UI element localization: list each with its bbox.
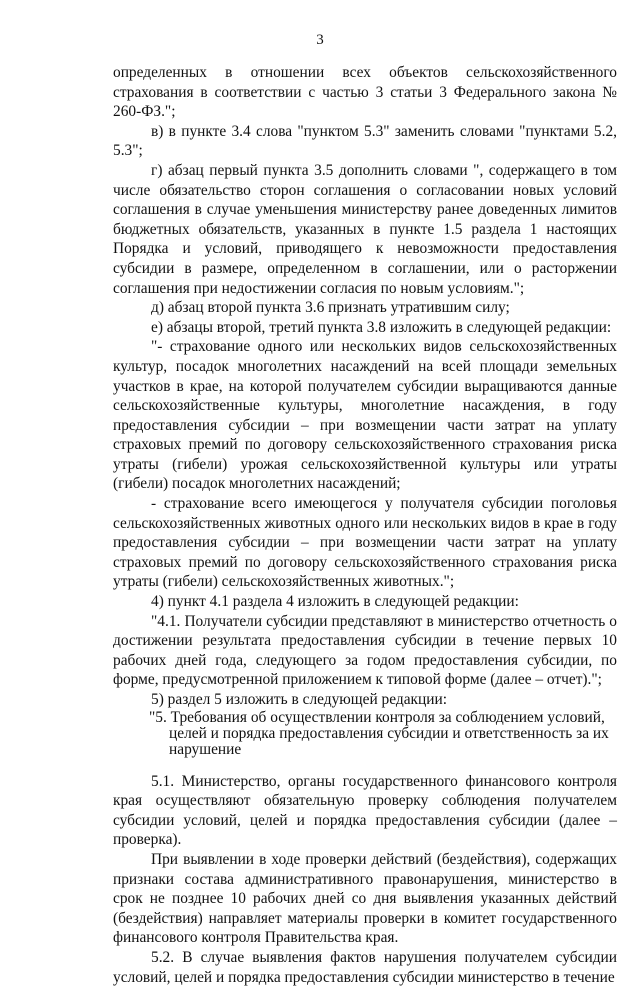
paragraph: 5) раздел 5 изложить в следующей редакции: [151, 691, 447, 708]
paragraph: 5.1. Министерство, органы государственного финансового контроля края осуществляют обязательную проверку соблюдения получателем субсидии условий, целей и порядка предоставления субсидии (далее – проверка). [113, 772, 617, 849]
section-heading-line: целей и порядка предоставления субсидии и ответственность за их нарушение [169, 724, 609, 758]
paragraph: в) в пункте 3.4 слова "пунктом 5.3" заменить словами "пунктами 5.2, 5.3"; [113, 122, 617, 160]
paragraph: г) абзац первый пункта 3.5 дополнить словами ", содержащего в том числе обязательство сторон соглашения о согласовании новых условий соглашения в случае уменьшения министерству ранее доведенных лимитов бюджетных обязательств, указанных в пункте 1.5 раздела 1 настоящих Порядка и условий, приводящего к невозможности предоставления субсидии в размере, определенном в соглашении, или о расторжении соглашения при недостижении согласия по новым условиям."; [113, 161, 617, 297]
paragraph: "4.1. Получатели субсидии представляют в министерство отчетность о достижении результата предоставления субсидии в течение первых 10 рабочих дней года, следующего за годом предоставления субсидии, по форме, предусмотренной приложением к типовой форме (далее – отчет)."; [113, 612, 617, 689]
spacer [113, 758, 617, 772]
paragraph: определенных в отношении всех объектов сельскохозяйственного страхования в соответствии с частью 3 статьи 3 Федерального закона № 260-ФЗ."; [113, 64, 617, 121]
paragraph: д) абзац второй пункта 3.6 признать утратившим силу; [151, 299, 510, 317]
paragraph: "- страхование одного или нескольких видов сельскохозяйственных культур, посадок многолетних насаждений на всей площади земельных участков в крае, на которой получателем субсидии выращиваются данные сельскохозяйственные культуры, многолетние насаждения, в году предоставления субсидии – при возмещении части затрат на уплату страховых премий по договору сельскохозяйственного страхования риска утраты (гибели) урожая сельскохозяйственной культуры или утраты (гибели) посадок многолетних насаждений; [113, 338, 617, 493]
section-heading-line: "5. Требования об осуществлении контроля за соблюдением условий, [149, 708, 605, 726]
section-heading [149, 710, 617, 758]
paragraph: - страхование всего имеющегося у получателя субсидии поголовья сельскохозяйственных животных одного или нескольких видов в крае в году предоставления субсидии – при возмещении части затрат на уплату страховых премий по договору сельскохозяйственного страхования риска утраты (гибели) сельскохозяйственных животных."; [113, 495, 617, 591]
page-number: 3 [316, 32, 324, 48]
paragraph: 5.2. В случае выявления фактов нарушения получателем субсидии условий, целей и порядка предоставления субсидии министерство в течение [113, 948, 617, 986]
paragraph: При выявлении в ходе проверки действий (бездействия), содержащих признаки состава административного правонарушения, министерство в срок не позднее 10 рабочих дней со дня выявления указанных действий (бездействия) направляет материалы проверки в комитет государственного финансового контроля Правительства края. [113, 850, 617, 947]
document-body [113, 63, 617, 987]
paragraph: е) абзацы второй, третий пункта 3.8 изложить в следующей редакции: [151, 318, 612, 336]
paragraph: 4) пункт 4.1 раздела 4 изложить в следующей редакции: [151, 593, 519, 611]
